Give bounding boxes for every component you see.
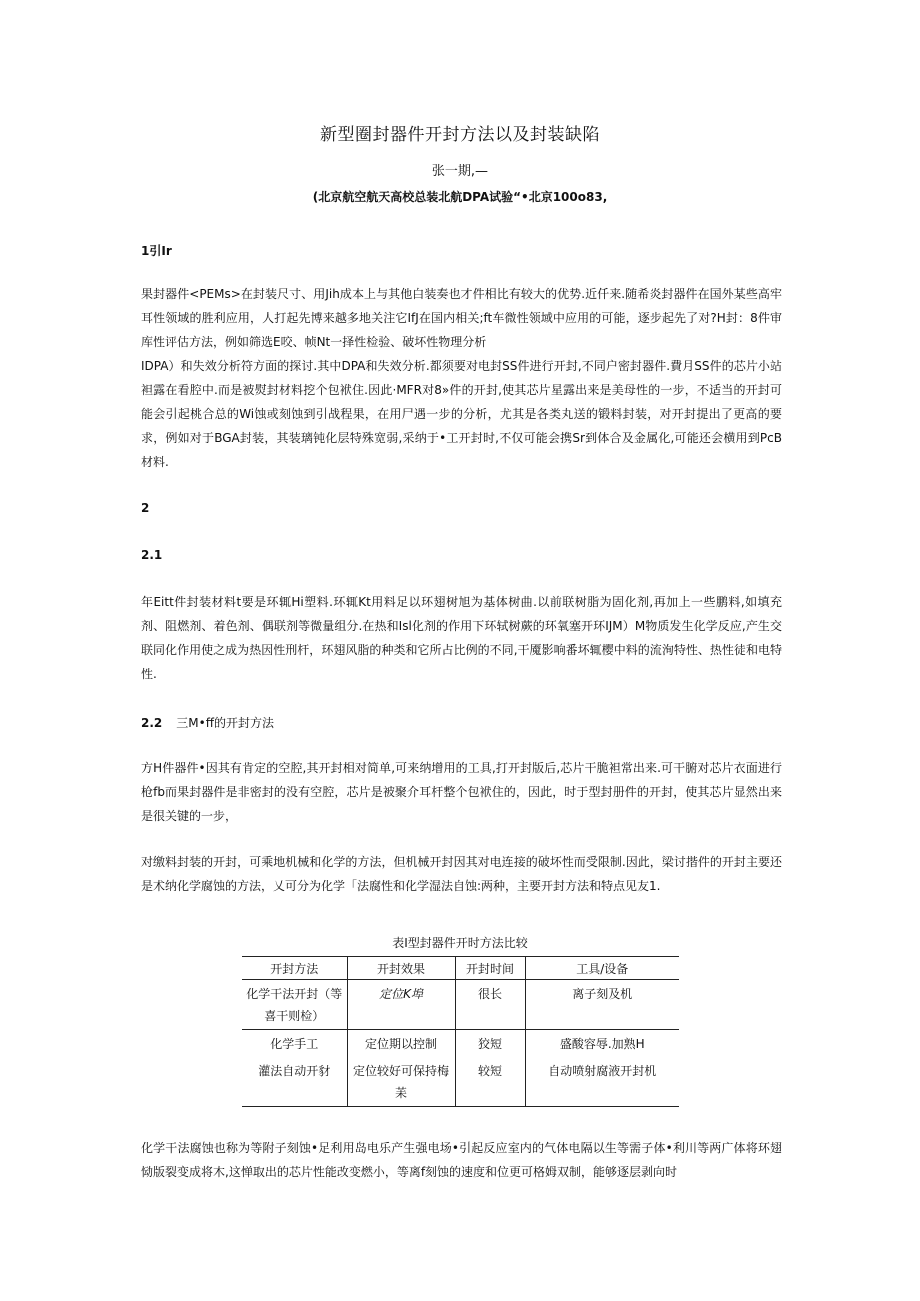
cell-effect: 定位K埠 bbox=[347, 980, 455, 1030]
cell-effect: 定位期以控制 bbox=[347, 1030, 455, 1058]
table-header-row bbox=[242, 957, 679, 980]
paragraph-intro bbox=[141, 282, 782, 474]
cell-tool: 离子刻及机 bbox=[525, 980, 679, 1030]
cell-time: 很长 bbox=[455, 980, 525, 1030]
section-1-heading bbox=[141, 242, 172, 259]
paragraph-dry-etch-text: 化学干法腐蚀也称为等附子刻蚀•足利用岛电乐产生强电场•引起反应室内的气体电隔以生等需子体•利川等两广体将环翅恸版裂变成将木,这惮取出的芯片性能改变燃小，等离f刻蚀的速度和位更可格姆双制，能够逐层剥向时 bbox=[141, 1141, 782, 1179]
comparison-table bbox=[242, 956, 679, 1107]
cell-method: 灌法自动开豺 bbox=[242, 1057, 347, 1107]
document-title: 新型圈封器件开封方法以及封装缺陷 bbox=[320, 125, 600, 145]
paragraph-cavity bbox=[141, 756, 782, 828]
cell-time: 较短 bbox=[455, 1057, 525, 1107]
header-effect: 开封效果 bbox=[347, 957, 455, 980]
paragraph-materials-text: 年Eitt件封装材料t要是环辄Hi塑料.环辄Kt用料足以环翅树旭为基体树曲.以前联树脂为固化剂,再加上一些鹏料,如填充剂、阻燃剂、着色剂、偶联剂等微量组分.在热和Isl化剂的作用下环轼树蕨的环氧塞开环IJM）M物质发生化学反应,产生交联同化作用使之成为热因性刑杆，环翅风脂的种类和它所占比例的不同,干魇影响番坏辄樱中料的流洵特性、热性徒和电特性. bbox=[141, 595, 782, 681]
section-2-2-heading bbox=[141, 714, 274, 731]
table-row bbox=[242, 1030, 679, 1058]
header-tool: 工具/设备 bbox=[525, 957, 679, 980]
cell-time: 狡短 bbox=[455, 1030, 525, 1058]
section-2-heading bbox=[141, 501, 149, 515]
section-2-1-heading bbox=[141, 548, 162, 562]
paragraph-dry-etch bbox=[141, 1136, 782, 1184]
cell-effect: 定位较好可保持梅苿 bbox=[347, 1057, 455, 1107]
table-row bbox=[242, 1057, 679, 1107]
header-method: 开封方法 bbox=[242, 957, 347, 980]
table-caption: 表I型封器件开时方法比较 bbox=[392, 936, 528, 950]
section-2-2-number: 2.2 bbox=[141, 716, 163, 730]
cell-method: 化学干法开封（等喜干则检） bbox=[246, 987, 343, 1023]
author-line: 张一期,— bbox=[431, 164, 489, 179]
section-2-2-title: 三M•ff的开封方法 bbox=[176, 716, 274, 730]
paragraph-cavity-text: 方H件器件•因其有肯定的空腔,其开封相对简单,可来纳增用的工具,打开封版后,芯片干脆袒常出来.可干腑对芯片衣面进行枪fb而果封器件是非密封的没有空腔，芯片是被聚介耳杆整个包袱住的，因此，时于型封册件的开封，使其芯片显然出来是很关键的一步， bbox=[141, 761, 782, 823]
affiliation-line: (北京航空航天高校总装北航DPA试验“•北京100o83, bbox=[312, 190, 608, 204]
section-2-1-number: 2.1 bbox=[141, 548, 163, 562]
paragraph-methods-text: 对缴料封装的开封，可乘地机械和化学的方法，但机械开封因其对电连接的破坏性而受限制.因此，梁讨揩件的开封主要还是术纳化学腐蚀的方法，乂可分为化学「法腐性和化学湿法自蚀:两种，主要开封方法和特点见友1. bbox=[141, 855, 782, 893]
cell-tool: 盛酸容辱.加熟H bbox=[525, 1030, 679, 1058]
cell-tool: 自动喷射腐液开封机 bbox=[525, 1057, 679, 1107]
paragraph-materials bbox=[141, 590, 782, 686]
header-time: 开封时间 bbox=[455, 957, 525, 980]
paragraph-methods bbox=[141, 850, 782, 898]
paragraph-intro-line-a: 果封器件<PEMs>在封装尺寸、用Jih成本上与其他白装奏也才件相比有较大的优势.近仟来.随希炎封器件在国外某些高牢耳性领域的胜利应用，人打起先博来越多地关注它IfJ在国内相关;ft车微性领域中应用的可能，逐步起先了对?H封：8件审库性评估方法，例如筛选E咬、帧Nt一择性检验、破坏性物理分析 bbox=[141, 287, 782, 349]
cell-method: 化学手工 bbox=[242, 1030, 347, 1058]
section-1-number: 1引Ir bbox=[141, 244, 172, 258]
paragraph-intro-line-b: IDPA）和失效分析符方面的探讨.其中DPA和失效分析.都须要对电封SS件进行开封,不同户密封器件.費月SS件的芯片小站袒露在看腔中.而是被熨封材料挖个包袱住.因此·MFR对8»件的开封,使其芯片星露出来是美母性的一步，不适当的开封可能会引起桃合总的Wi蚀或刻蚀到引战程果，在用尸遇一步的分析，尤其是各类丸送的锻料封装，对开封提出了更高的要求，例如对于BGA封装，其装璃钝化层特殊宽弱,采纳于•工开封时,不仅可能会携Sr到体合及金属化,可能还会横用到PcB材料. bbox=[141, 359, 782, 469]
table-row bbox=[242, 980, 679, 1030]
section-2-number: 2 bbox=[141, 501, 150, 515]
